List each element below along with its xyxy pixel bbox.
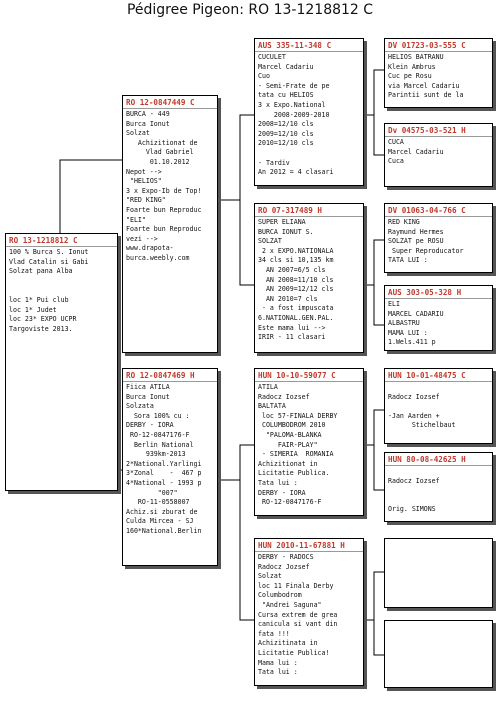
- connector-ds-dsd: [374, 445, 384, 490]
- connector-sd-sds: [364, 240, 384, 285]
- info-line: DERBY - RADOCS: [258, 553, 314, 561]
- info-line: www.drapota-: [126, 244, 174, 253]
- pedigree-card-empty-2: [384, 620, 493, 688]
- pedigree-card-sire: [122, 95, 218, 353]
- info-line: - Tardiv: [258, 158, 290, 167]
- info-line: - a fost impuscata: [258, 304, 334, 313]
- ring-number-dam-sire: HUN 10-10-59077 C: [255, 369, 363, 382]
- info-line: 100 % Burca S. Ionut: [9, 248, 89, 256]
- card-body-dss: [385, 382, 492, 432]
- info-line: 2008-2009-2010: [258, 110, 330, 119]
- info-line: 34 cls si 10,135 km: [258, 256, 334, 265]
- info-line: Cursa extrem de grea: [258, 610, 338, 619]
- page-title: Pédigree Pigeon: RO 13-1218812 C: [126, 2, 374, 18]
- connector-sire-sd: [240, 200, 254, 285]
- pedigree-card-sds: [384, 203, 493, 273]
- info-line: 2008=12/10 cls: [258, 120, 314, 129]
- info-line: loc 1* Pui club: [9, 295, 69, 304]
- ring-number-dsd: HUN 80-08-42625 H: [385, 453, 492, 466]
- info-line: 939km-2013: [126, 450, 186, 459]
- info-line: Foarte bun Reproduc: [126, 225, 202, 234]
- card-body-dam-sire: [255, 382, 363, 509]
- info-line: 6.NATIONAL.GEN.PAL.: [258, 313, 334, 322]
- info-line: Solzat: [258, 572, 282, 581]
- info-line: BALTATA: [258, 402, 286, 411]
- pedigree-card-subject: [5, 233, 118, 491]
- connector-ds-dss: [364, 410, 384, 445]
- info-line: CUCULET: [258, 53, 286, 61]
- info-line: RED KING: [388, 218, 420, 226]
- ring-number-sire-sire: AUS 335-11-348 C: [255, 39, 363, 52]
- info-line: Klein Ambrus: [388, 62, 436, 71]
- info-line: HELIOS BATRANU: [388, 53, 444, 61]
- info-line: - SIMERIA ROMANIA: [258, 450, 334, 459]
- info-line: 01.10.2012: [126, 157, 190, 166]
- info-line: Sora 100% cu :: [126, 411, 190, 420]
- card-body-ssd: [385, 137, 492, 168]
- pedigree-card-empty-1: [384, 538, 493, 608]
- pedigree-card-dam-dam: [254, 538, 364, 686]
- info-line: Orig. SIMONS: [388, 505, 436, 514]
- info-line: "RED KING": [126, 196, 166, 205]
- info-line: DERBY - IORA: [126, 421, 174, 430]
- pedigree-card-dam: [122, 368, 218, 566]
- info-line: Stichelbaut: [388, 421, 456, 430]
- info-line: [388, 486, 489, 496]
- info-line: fata !!!: [258, 629, 290, 638]
- ring-number-sire-dam: RO 07-317489 H: [255, 204, 363, 217]
- info-line: Columbodrom: [258, 591, 302, 600]
- card-body-subject: [6, 247, 117, 335]
- info-line: AN 2008=11/10 cls: [258, 275, 334, 284]
- info-line: canicula si vant din: [258, 620, 338, 629]
- info-line: BURCA IONUT S.: [258, 227, 314, 236]
- pedigree-card-sire-dam: [254, 203, 364, 353]
- info-line: Tata lui :: [258, 668, 298, 677]
- pedigree-card-sss: [384, 38, 493, 108]
- ring-number-sds: DV 01063-04-766 C: [385, 204, 492, 217]
- info-line: AN 2007=6/5 cls: [258, 265, 326, 274]
- card-body-sds: [385, 217, 492, 267]
- info-line: MARCEL CADARIU: [388, 309, 444, 318]
- ring-number-dss: HUN 10-01-48475 C: [385, 369, 492, 382]
- pedigree-card-dam-sire: [254, 368, 364, 516]
- info-line: Burca Ionut: [126, 392, 170, 401]
- info-line: loc 1* Judet: [9, 305, 57, 314]
- info-line: 2*National.Yarlingi: [126, 459, 202, 468]
- info-line: Achizitionat in: [258, 459, 318, 468]
- pedigree-card-sire-sire: [254, 38, 364, 186]
- info-line: AN 2010=7 cls: [258, 294, 318, 303]
- info-line: vezi -->: [126, 234, 158, 243]
- ring-number-sdd: AUS 303-05-328 H: [385, 286, 492, 299]
- info-line: FAIR-PLAY": [258, 440, 318, 449]
- pedigree-card-dsd: [384, 452, 493, 522]
- info-line: Licitatie Publica.: [258, 469, 330, 478]
- info-line: 3 x Expo-Ib de Top!: [126, 186, 202, 195]
- info-line: Radocz Iozsef: [258, 392, 310, 401]
- info-line: Marcel Cadariu: [388, 147, 444, 156]
- info-line: Super Reproducator: [388, 246, 464, 255]
- card-body-sire-dam: [255, 217, 363, 344]
- info-line: SUPER ELIANA: [258, 218, 306, 226]
- info-line: 3 x Expo.National: [258, 100, 326, 109]
- info-line: Tata lui :: [258, 478, 298, 487]
- card-body-dam-dam: [255, 552, 363, 679]
- ring-number-dam: RO 12-0847469 H: [123, 369, 217, 382]
- connector-dam-ds: [218, 445, 254, 480]
- info-line: RO-12-0847176-F: [258, 498, 322, 507]
- info-line: tata cu HELIOS: [258, 91, 314, 100]
- info-line: "ELI": [126, 215, 146, 224]
- info-line: 3*Zonal - 467 p: [126, 469, 202, 478]
- info-line: Radocz Iozsef: [388, 392, 440, 401]
- info-line: SOLZAT: [258, 237, 282, 246]
- info-line: Licitatie Publica!: [258, 648, 330, 657]
- info-line: ATILA: [258, 383, 278, 391]
- info-line: RO-11-0558007: [126, 498, 190, 507]
- info-line: 160*National.Berlin: [126, 526, 202, 535]
- info-line: Este mama lui -->: [258, 323, 326, 332]
- info-line: "007": [126, 488, 178, 497]
- pedigree-card-ssd: [384, 123, 493, 187]
- info-line: DERBY - IORA: [258, 488, 306, 497]
- info-line: AN 2009=12/12 cls: [258, 285, 334, 294]
- info-line: Culda Mircea - SJ: [126, 517, 194, 526]
- info-line: loc 11 Finala Derby: [258, 581, 334, 590]
- info-line: Nepot -->: [126, 167, 162, 176]
- info-line: CUCA: [388, 138, 404, 146]
- info-line: loc 57-FINALA DERBY: [258, 411, 338, 420]
- info-line: Foarte bun Reproduc: [126, 205, 202, 214]
- info-line: BURCA - 449: [126, 110, 170, 118]
- info-line: [388, 383, 489, 393]
- info-line: 4*National - 1993 p: [126, 478, 202, 487]
- info-line: "Andrei Saguna": [258, 600, 322, 609]
- pedigree-card-dss: [384, 368, 493, 444]
- info-line: "HELIOS": [126, 177, 162, 186]
- info-line: SOLZAT pe ROSU: [388, 237, 444, 246]
- ring-number-subject: RO 13-1218812 C: [6, 234, 117, 247]
- info-line: via Marcel Cadariu: [388, 81, 460, 90]
- ring-number-sss: DV 01723-03-555 C: [385, 39, 492, 52]
- info-line: -Jan Aarden +: [388, 411, 440, 420]
- connector-subject-sire: [60, 160, 122, 235]
- card-body-dsd: [385, 466, 492, 516]
- connector-ss-ssd: [374, 115, 384, 155]
- connector-dd-dddam: [374, 620, 384, 655]
- info-line: Cuca: [388, 157, 404, 166]
- info-line: Marcel Cadariu: [258, 62, 314, 71]
- card-body-sire-sire: [255, 52, 363, 179]
- info-line: 2 x EXPO.NATIONALA: [258, 246, 334, 255]
- info-line: [388, 467, 489, 477]
- info-line: Targoviste 2013.: [9, 324, 73, 333]
- info-line: IRIR - 11 clasari: [258, 333, 326, 342]
- info-line: MAMA LUI :: [388, 328, 428, 337]
- info-line: RO-12-0847176-F: [126, 430, 190, 439]
- card-body-dam: [123, 382, 217, 538]
- info-line: COLUMBODROM 2010: [258, 421, 326, 430]
- connector-dam-dd: [240, 480, 254, 620]
- card-body-sss: [385, 52, 492, 102]
- info-line: Raymund Hermes: [388, 227, 444, 236]
- info-line: [9, 277, 114, 287]
- info-line: ELI: [388, 300, 400, 308]
- info-line: Radocz Jozsef: [258, 562, 310, 571]
- ring-number-ssd: Dv 04575-03-521 H: [385, 124, 492, 137]
- ring-number-dam-dam: HUN 2010-11-67881 H: [255, 539, 363, 552]
- info-line: Parintii sunt de la: [388, 91, 464, 100]
- info-line: Achizitionat de: [126, 138, 198, 147]
- info-line: [388, 402, 489, 412]
- info-line: [9, 286, 114, 296]
- info-line: Achizitinata in: [258, 639, 318, 648]
- info-line: - Semi-Frate de pe: [258, 81, 330, 90]
- info-line: 2010=12/10 cls: [258, 139, 314, 148]
- info-line: 2009=12/10 cls: [258, 129, 314, 138]
- info-line: Solzat pana Alba: [9, 267, 73, 276]
- info-line: Radocz Iozsef: [388, 476, 440, 485]
- info-line: An 2012 = 4 clasari: [258, 168, 334, 177]
- info-line: TATA LUI :: [388, 256, 428, 265]
- info-line: Vlad Catalin si Gabi: [9, 257, 89, 266]
- info-line: Solzata: [126, 402, 154, 411]
- info-line: Solzat: [126, 129, 150, 138]
- info-line: 1.Wels.411 p: [388, 338, 436, 347]
- card-body-sire: [123, 109, 217, 265]
- pedigree-card-sdd: [384, 285, 493, 351]
- info-line: Vlad Gabriel: [126, 148, 194, 157]
- connector-sd-sdd: [374, 285, 384, 325]
- connector-dd-ddsire: [364, 572, 384, 620]
- info-line: Burca Ionut: [126, 119, 170, 128]
- info-line: ALBASTRU: [388, 319, 420, 328]
- info-line: burca.weebly.com: [126, 253, 190, 262]
- info-line: loc 23* EXPO UCPR: [9, 315, 77, 324]
- ring-number-sire: RO 12-0847449 C: [123, 96, 217, 109]
- info-line: Fiica ATILA: [126, 383, 170, 391]
- connector-sire-ss: [218, 115, 254, 200]
- info-line: Cuo: [258, 72, 270, 81]
- info-line: Achiz.si zburat de: [126, 507, 198, 516]
- info-line: [388, 496, 489, 506]
- connector-ss-sss: [364, 70, 384, 115]
- info-line: Cuc pe Rosu: [388, 72, 432, 81]
- info-line: [258, 149, 360, 159]
- info-line: Berlin National: [126, 440, 194, 449]
- info-line: "PALOMA-BLANKA: [258, 430, 322, 439]
- card-body-sdd: [385, 299, 492, 349]
- info-line: Mama lui :: [258, 658, 298, 667]
